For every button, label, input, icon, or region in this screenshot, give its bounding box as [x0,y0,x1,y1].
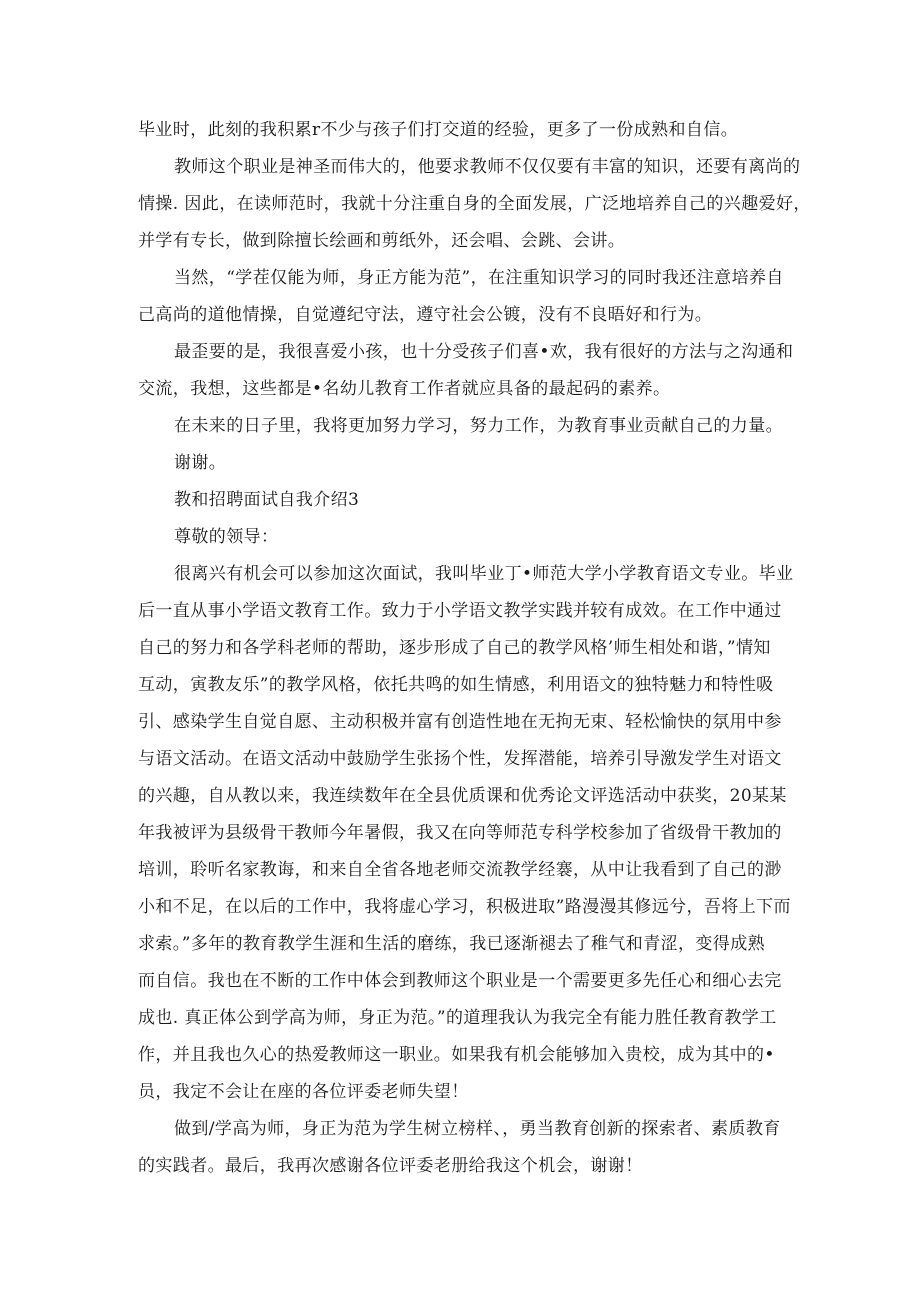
text-line: 当然，“学茬仅能为师，身正方能为范”，在注重知识学习的同时我还注意培养自 [174,268,784,288]
text-line: 毕业时，此刻的我积累r不少与孩子们打交道的经验，更多了一份成熟和自信。 [138,120,739,140]
text-line: 在未来的日子里，我将更加努力学习，努力工作，为教育事业贡献自己的力量。 [174,416,783,436]
text-line: 后一直从事小学语文教育工作。致力于小学语文教学实践并较有成效。在工作中通过 [138,601,782,621]
text-line: 培训，聆听名家教诲，和来自全省各地老师交流教学经褰，从中让我看到了自己的渺 [138,860,782,880]
text-line: 小和不足，在以后的工作中，我将虚心学习，积极进取”路漫漫其修远兮，吾将上下而 [138,897,791,917]
text-line: 自己的努力和各学科老师的帮助，逐步形成了自己的教学风格’师生相处和谐，”情知 [138,638,771,658]
text-line: 做到/学高为师，身正为范为学生树立榜样、，勇当教育创新的探索者、素质教育 [174,1119,781,1139]
text-line: 作，并且我也久心的热爱教师这一职业。如果我有机会能够加入贵校，成为其中的• [138,1045,775,1065]
salutation: 尊敬的领导： [174,527,279,547]
text-line: 与语文活动。在语文活动中鼓励学生张扬个性，发挥潜能，培养引导激发学生对语文 [138,749,782,769]
text-line: 情操. 因此，在读师范时，我就十分注重自身的全面发展，广泛地培养自己的兴趣爱好， [138,194,811,214]
text-line: 而自信。我也在不断的工作中体会到教师这个职业是一个需要更多先任心和细心去完 [138,971,782,991]
text-line: 的实践者。最后，我再次感谢各位评委老册给我这个机会，谢谢！ [138,1156,643,1176]
text-line: 很离兴有机会可以参加这次面试，我叫毕业丁•师范大学小学教育语文专业。毕业 [174,564,794,584]
text-line: 谢谢。 [174,453,227,473]
text-line: 成也. 真正体公到学高为师，身正为范。”的道理我认为我完全有能力胜任教育教学工 [138,1008,777,1028]
text-line: 己高尚的道他情操，自觉遵纪守法，遵守社会公镀，没有不良晤好和行为。 [138,305,713,325]
text-line: 的兴趣，自从教以来，我连续数年在全县优质课和优秀论文评选活动中获奖，20某某 [138,786,787,806]
text-line: 并学有专长，做到除擅长绘画和剪纸外，还会唱、会跳、会讲。 [138,231,626,251]
text-line: 年我被评为县级骨干教师今年暑假，我又在向等师范专科学校参加了省级骨干教加的 [138,823,782,843]
text-line: 教师这个职业是神圣而伟大的，他要求教师不仅仅要有丰富的知识，还要有离尚的 [174,157,801,177]
text-line: 交流，我想，这些都是•名幼儿教育工作者就应具备的最起码的素养。 [138,379,671,399]
text-line: 互动，寅教友乐”的教学风格，依托共鸣的如生情感，利用语文的独特魅力和特性吸 [138,675,774,695]
text-line: 最歪要的是，我很喜爱小孩，也十分受孩子们喜•欢，我有很好的方法与之沟通和 [174,342,794,362]
text-line: 引、感染学生自觉自愿、主动积极并富有创造性地在无拘无束、轻松愉快的氛用中参 [138,712,782,732]
section-heading: 教和招聘面试自我介绍3 [174,490,360,510]
text-line: 求索。”多年的教育教学生涯和生活的磨练，我已逐渐褪去了稚气和青涩，变得成熟 [138,934,765,954]
text-line: 员，我定不会让在座的各位评委老师失望！ [138,1082,469,1102]
